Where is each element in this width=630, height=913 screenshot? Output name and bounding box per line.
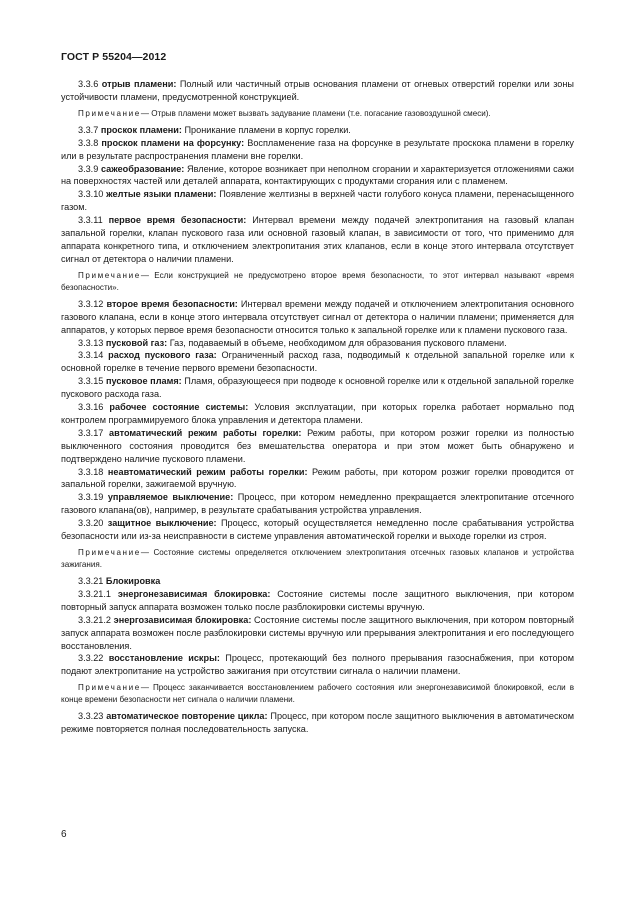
clause-number: 3.3.10 [78,189,104,200]
clause-number: 3.3.20 [78,518,104,529]
term-paragraph [61,575,574,588]
term-name: защитное выключение: [107,518,217,529]
term-definition: Пламя, образующееся при подводе к основной горелке или к отдельной запальной горелке пускового расхода газа. [61,376,574,400]
term-definition: Процесс, протекающий без полного прерывания газоснабжения, при котором подают электропитание на устройство зажигания при отсутствии сигнала о наличии пламени. [61,653,574,677]
term-name: сажеобразование: [101,163,185,174]
term-definition: Появление желтизны в верхней части голубого конуса пламени, перенасыщенного газом. [61,189,574,213]
clause-number: 3.3.7 [78,124,99,135]
term-definition: Режим работы, при котором розжиг горелки проводится от запальной горелки, зажигаемой вручную. [61,466,574,490]
term-definition: Полный или частичный отрыв основания пламени от огневых отверстий горелки или зоны устойчивости пламени, предусмотренной конструкцией. [61,79,574,102]
term-name: расход пускового газа: [108,350,217,361]
term-name: неавтоматический режим работы горелки: [107,466,308,477]
term-definition: Процесс, при котором немедленно прекращается электропитание отсечного газового клапана(ов), например, в результате срабатывания устройства управления. [61,492,574,516]
term-paragraph [61,137,574,163]
term-paragraph [61,163,574,189]
term-name: пусковой газ: [105,337,168,348]
term-paragraph [61,710,574,736]
term-definition: Интервал времени между подачей и отключением электропитания основного газового клапана, если в конце этого интервала отсутствует сигнал от детектора о наличии пламени; применяется для аппаратов, у которых первое время безопасности относится только к запальной горелке или к пламени пускового газа. [61,298,574,335]
term-definition: Состояние системы после защитного выключения, при котором повторный запуск аппарата возможен после разблокировки системы вручную или прерывания электропитания и его последующего восстановления. [61,614,574,651]
clause-number: 3.3.12 [78,298,104,309]
term-name: Блокировка [105,576,161,586]
term-definition: Процесс, который осуществляется немедленно после срабатывания устройства безопасности или из-за неисправности в системе управления автоматической горелки и выходе горелки из строя. [61,518,574,542]
clause-number: 3.3.18 [78,466,104,477]
term-paragraph [61,427,574,466]
term-paragraph [61,517,574,543]
note-label: Примечание [78,548,141,557]
clause-number: 3.3.13 [78,337,104,348]
clause-number: 3.3.6 [78,79,99,89]
term-definition: Состояние системы после защитного выключения, при котором повторный запуск аппарата возможен только после разблокировки системы вручную. [61,588,575,612]
term-name: отрыв пламени: [101,79,177,89]
clause-number: 3.3.19 [78,492,104,503]
term-paragraph [61,214,574,266]
term-paragraph [61,124,574,137]
term-name: восстановление искры: [108,653,220,664]
term-paragraph [61,78,574,104]
term-definition: Процесс, при котором после защитного выключения в автоматическом режиме повторяется полная последовательность запуска. [61,711,575,735]
term-paragraph [61,614,574,653]
note-paragraph [61,108,574,120]
clause-number: 3.3.9 [78,163,99,174]
term-name: проскок пламени: [100,124,182,135]
term-name: автоматический режим работы горелки: [109,427,302,438]
term-definition: Ограниченный расход газа, подводимый к отдельной запальной горелке или к основной горелке в течение первого времени безопасности. [61,350,574,374]
term-definition: Явление, которое возникает при неполном сгорании и характеризуется отложениями сажи на поверхностях частей или деталей аппарата, контактирующих с продуктами сгорания или с пламенем. [61,163,574,187]
note-paragraph [61,547,574,571]
term-name: энергонезависимая блокировка: [117,588,271,599]
clause-number: 3.3.14 [78,350,104,361]
note-text: — Если конструкцией не предусмотрено второе время безопасности, то этот интервал называют «время безопасности». [61,270,574,292]
document-header: ГОСТ Р 55204—2012 [61,51,167,63]
term-name: желтые языки пламени: [106,189,217,200]
clause-number: 3.3.21.2 [78,614,111,625]
term-definition: Проникание пламени в корпус горелки. [184,124,351,135]
term-name: проскок пламени на форсунку: [101,137,245,148]
term-paragraph [61,652,574,678]
clause-number: 3.3.21.1 [78,588,111,599]
term-paragraph [61,349,574,375]
note-text: — Отрыв пламени может вызвать задувание пламени (т.е. погасание газовоздушной смеси). [140,108,491,118]
term-name: управляемое выключение: [107,492,234,503]
note-label: Примечание [78,270,141,280]
term-definition: Условия эксплуатации, при которых горелка работает нормально под контролем программируемого блока управления и детектора пламени. [61,402,574,425]
clause-number: 3.3.16 [78,402,104,413]
term-definition: Режим работы, при котором розжиг горелки из полностью выключенного состояния проводится без вмешательства оператора и при этом может быть обнаружено и подтверждено наличие пускового пламени. [61,427,574,464]
term-paragraph [61,337,574,350]
clause-number: 3.3.8 [78,137,99,148]
clause-number: 3.3.17 [78,427,104,438]
term-paragraph [61,588,574,614]
page-number: 6 [61,829,67,840]
note-label: Примечание [78,108,141,118]
term-name: второе время безопасности: [106,298,238,309]
term-definition: Газ, подаваемый в объеме, необходимом для образования пускового пламени. [169,337,507,348]
term-paragraph [61,491,574,517]
note-label: Примечание [78,683,141,693]
note-paragraph [61,270,574,294]
clause-number: 3.3.15 [78,376,104,387]
term-definition: Воспламенение газа на форсунке в результате проскока пламени в горелку или в результате распространения пламени вне горелки. [61,137,574,161]
term-paragraph [61,401,574,427]
term-paragraph [61,188,574,214]
term-name: пусковое пламя: [105,376,182,387]
term-name: первое время безопасности: [108,215,247,226]
clause-number: 3.3.11 [78,215,103,226]
term-name: автоматическое повторение цикла: [106,711,268,722]
document-body [61,78,574,736]
clause-number: 3.3.23 [78,711,104,722]
term-paragraph [61,298,574,337]
term-definition: Интервал времени между подачей электропитания на газовый клапан запальной горелки, клапан пускового газа или основной газовый клапан, в зависимости от того, что применимо для аппарата конкретного типа, и отключением электропитания этих клапанов, если в конце этого интервала отсутствует сигнал от детектора о наличии пламени. [61,215,574,264]
term-name: рабочее состояние системы: [109,402,249,413]
term-paragraph [61,375,574,401]
note-text: — Процесс заканчивается восстановлением рабочего состояния или энергонезависимой блокировкой, если в конце времени безопасности нет сигнала о наличии пламени. [61,683,574,705]
term-name: энергозависимая блокировка: [113,614,252,625]
clause-number: 3.3.21 [78,576,104,586]
term-paragraph [61,466,574,492]
note-text: — Состояние системы определяется отключением электропитания отсечных газовых клапанов и устройства зажигания. [61,548,574,569]
clause-number: 3.3.22 [78,653,104,664]
note-paragraph [61,682,574,706]
